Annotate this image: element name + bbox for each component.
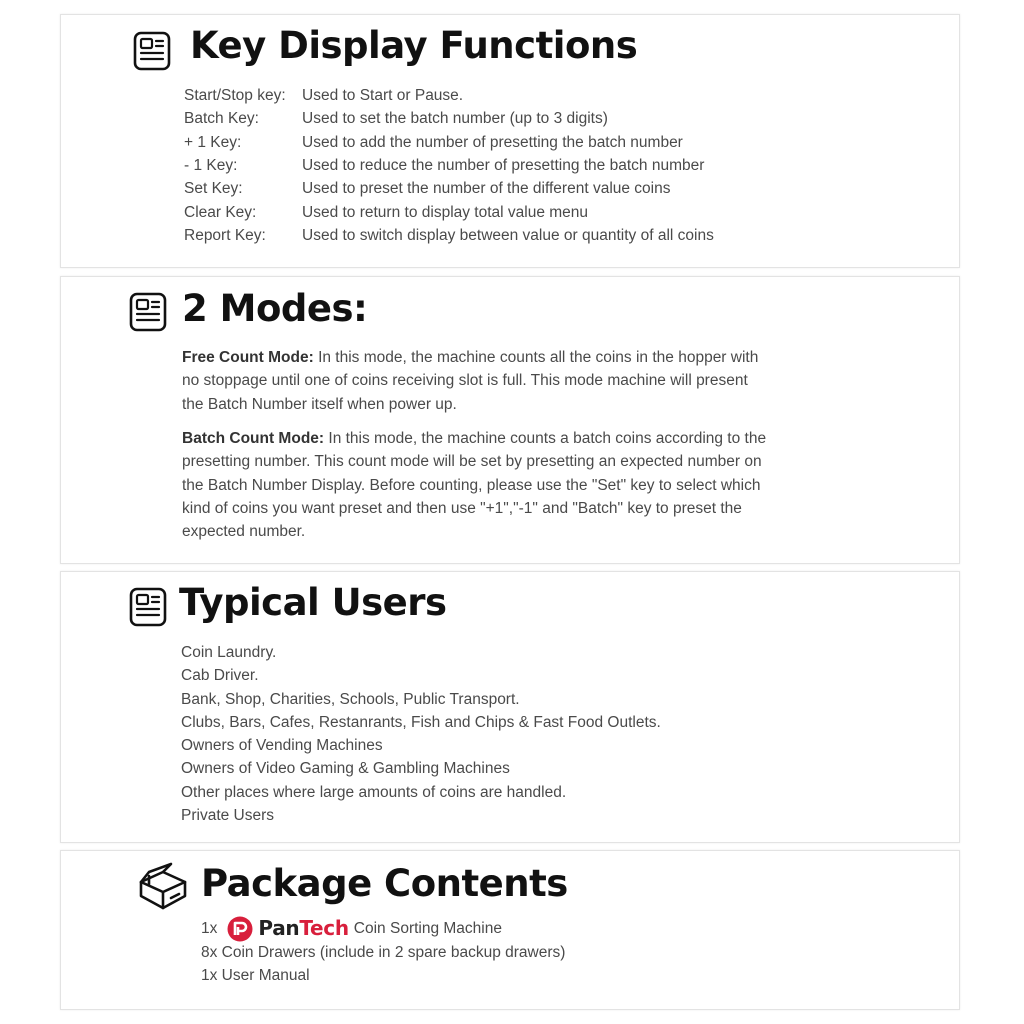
- key-name: Clear Key:: [184, 203, 257, 221]
- brand-pan: Pan: [258, 916, 300, 941]
- list-item: Owners of Video Gaming & Gambling Machines: [181, 760, 510, 778]
- key-description: Used to reduce the number of presetting the batch number: [302, 156, 705, 174]
- key-name: Start/Stop key:: [184, 87, 286, 104]
- batch-count-label: Batch Count Mode:: [182, 430, 325, 447]
- list-item: Clubs, Bars, Cafes, Restanrants, Fish and Chips & Fast Food Outlets.: [181, 713, 661, 731]
- box-icon: [137, 862, 189, 914]
- key-description: Used to switch display between value or quantity of all coins: [302, 226, 714, 244]
- package-item-manual: 1x User Manual: [201, 967, 310, 985]
- users-list: [181, 641, 661, 827]
- list-item: Cab Driver.: [181, 667, 259, 685]
- key-name: Set Key:: [184, 180, 243, 198]
- brand-tech: Tech: [299, 916, 349, 941]
- package-item-drawers: 8x Coin Drawers (include in 2 spare backup drawers): [201, 944, 566, 961]
- free-count-paragraph: [182, 346, 762, 416]
- key-display-title: Key Display Functions: [190, 24, 638, 67]
- document-icon: [129, 292, 167, 332]
- pantech-logo: [227, 916, 348, 942]
- modes-title: 2 Modes:: [182, 287, 368, 330]
- key-name: + 1 Key:: [184, 133, 242, 151]
- document-icon: [129, 587, 167, 627]
- key-description: Used to Start or Pause.: [302, 87, 464, 104]
- list-item: Owners of Vending Machines: [181, 737, 383, 755]
- key-description: Used to set the batch number (up to 3 digits): [302, 110, 608, 128]
- batch-count-paragraph: [182, 427, 772, 543]
- package-list: [201, 917, 565, 988]
- key-description: Used to preset the number of the different value coins: [302, 180, 671, 198]
- pantech-wordmark: [258, 917, 348, 940]
- list-item: Private Users: [181, 807, 275, 825]
- key-description: Used to add the number of presetting the batch number: [302, 133, 683, 151]
- list-item: Bank, Shop, Charities, Schools, Public Transport.: [181, 690, 520, 708]
- package-item-machine-text: Coin Sorting Machine: [353, 920, 502, 938]
- free-count-text: In this mode, the machine counts all the coins in the hopper with no stoppage until one of coins receiving slot is full. This mode machine will present the Batch Number itself when power up.: [182, 349, 759, 413]
- list-item: Other places where large amounts of coins are handled.: [181, 783, 567, 801]
- package-item-qty: 1x: [201, 920, 218, 938]
- list-item: Coin Laundry.: [181, 644, 277, 661]
- pantech-logo-mark: [227, 916, 253, 942]
- package-title: Package Contents: [201, 862, 568, 905]
- document-icon: [133, 31, 171, 71]
- package-item-machine: [201, 917, 565, 941]
- key-name: Report Key:: [184, 226, 266, 244]
- free-count-label: Free Count Mode:: [182, 349, 314, 366]
- key-name: Batch Key:: [184, 110, 259, 128]
- key-description: Used to return to display total value menu: [302, 203, 589, 221]
- users-title: Typical Users: [179, 581, 447, 624]
- key-name: - 1 Key:: [184, 156, 238, 174]
- batch-count-text: In this mode, the machine counts a batch coins according to the presetting number. This count mode will be set by presetting an expected number on the Batch Number Display. Before counting, please use the "Set" key to select which kind of coins you want preset and then use "+1","-1" and "Batch" key to preset the expected number.: [182, 430, 767, 541]
